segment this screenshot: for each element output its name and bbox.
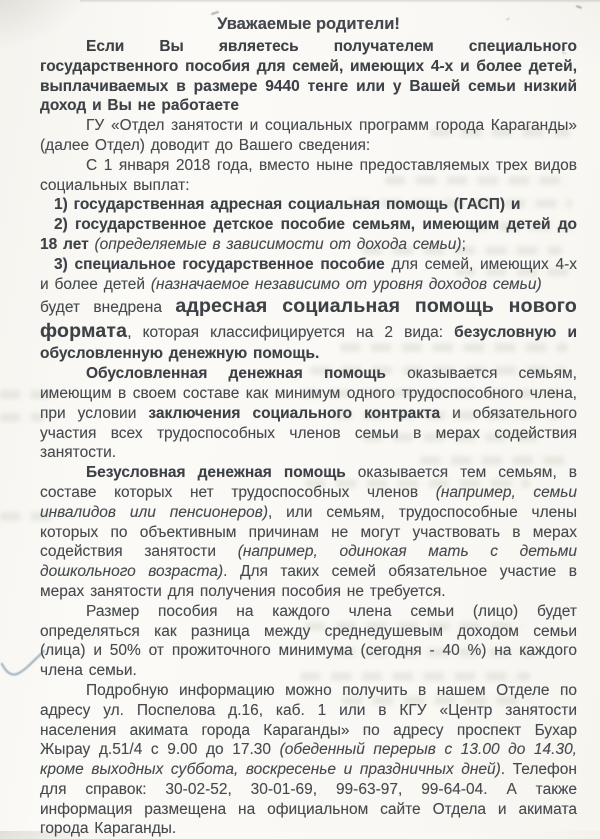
text-run: (например, семьи инвалидов или пенсионеров) <box>40 483 577 521</box>
text-run: ; <box>461 235 466 253</box>
paragraph <box>40 37 577 116</box>
text-run: 2) государственное детское пособие семьям, имеющим детей до 18 лет <box>40 216 577 253</box>
text-run: Безусловная денежная помощь <box>86 464 346 482</box>
paragraph <box>40 364 577 463</box>
text-run: Если Вы являетесь получателем специального государственного пособия для семей, имеющих 4-х и более детей, выплачиваемых в размере 9440 тенге или у Вашей семьи низкий доход и Вы не работаете <box>40 38 577 115</box>
document-title: Уважаемые родители! <box>217 15 400 33</box>
text-run: (например, одинокая мать с детьми дошкольного возраста) <box>40 543 577 581</box>
text-run: , или семьям, трудоспособные члены которых по объективным причинам не могут участвовать в мерах содействия занятости <box>40 503 577 561</box>
text-run: (обеденный перерыв с 13.00 до 14.30, кроме выходных суббота, воскресенье и праздничных дней) <box>40 741 577 779</box>
text-run: . Телефон для справок: 30-02-52, 30-01-69, 99-63-97, 99-64-04. А также информация размещена на официальном сайте Отдела и акимата города Караганды. <box>40 761 577 838</box>
text-run: заключения социального контракта <box>148 404 441 422</box>
paragraph <box>40 116 577 156</box>
paragraph <box>40 602 577 681</box>
text-run: 1) государственная адресная социальная помощь (ГАСП) и <box>54 196 521 214</box>
paragraph <box>40 195 577 215</box>
text-run: . Для таких семей обязательное участие в мерах занятости для получения пособия не требуется. <box>40 563 577 600</box>
text-run: безусловную и обусловленную денежную помощь. <box>40 324 578 363</box>
paragraph <box>40 294 577 364</box>
text-run: 3) специальное государственное пособие <box>54 255 385 273</box>
text-run: , которая классифицируется на 2 вида: <box>127 324 455 342</box>
text-run: (назначаемое независимо от уровня доходов семьи) <box>150 275 542 293</box>
text-run: и обязательного участия всех трудоспособных членов семьи в мерах содействия занятости. <box>40 404 577 462</box>
paragraph <box>40 255 577 295</box>
text-run: для семей, имеющих 4-х и более детей <box>40 255 577 293</box>
paragraph <box>40 463 577 602</box>
text-run: Подробную информацию можно получить в нашем Отделе по адресу ул. Поспелова д.16, каб. 1 или в КГУ «Центр занятости населения акимата города Караганды» по адресу проспект Бухар Жырау д.51/4 с 9.00 до 17.30 <box>40 681 577 759</box>
text-run: будет внедрена <box>40 299 176 317</box>
text-run: оказывается семьям, имеющим в своем составе как минимум одного трудоспособного члена, при условии <box>40 365 577 422</box>
scan-edge <box>80 0 600 3</box>
text-run: С 1 января 2018 года, вместо ныне предоставляемых трех видов социальных выплат: <box>40 156 577 194</box>
text-run: оказывается тем семьям, в составе которых нет трудоспособных членов <box>40 464 577 501</box>
text-run: адресная социальная помощь нового формата <box>40 295 577 343</box>
text-run: Размер пособия на каждого члена семьи (лицо) будет определяться как разница между среднедушевым доходом семьи (лица) и 50% от прожиточного минимума (сегодня - 40 %) на каждого члена семьи. <box>40 602 577 680</box>
text-run: (определяемые в зависимости от дохода семьи) <box>94 235 462 253</box>
bleed-through-artifact <box>0 413 44 422</box>
paragraph <box>40 681 577 839</box>
paragraph <box>40 156 577 196</box>
text-run: ГУ «Отдел занятости и социальных программ города Караганды» (далее Отдел) доводит до Вашего сведения: <box>40 117 577 154</box>
document-body <box>40 37 577 839</box>
paragraph <box>40 215 577 255</box>
document-content <box>40 12 577 839</box>
text-run: Обусловленная денежная помощь <box>86 365 386 383</box>
scan-speck <box>576 5 582 9</box>
